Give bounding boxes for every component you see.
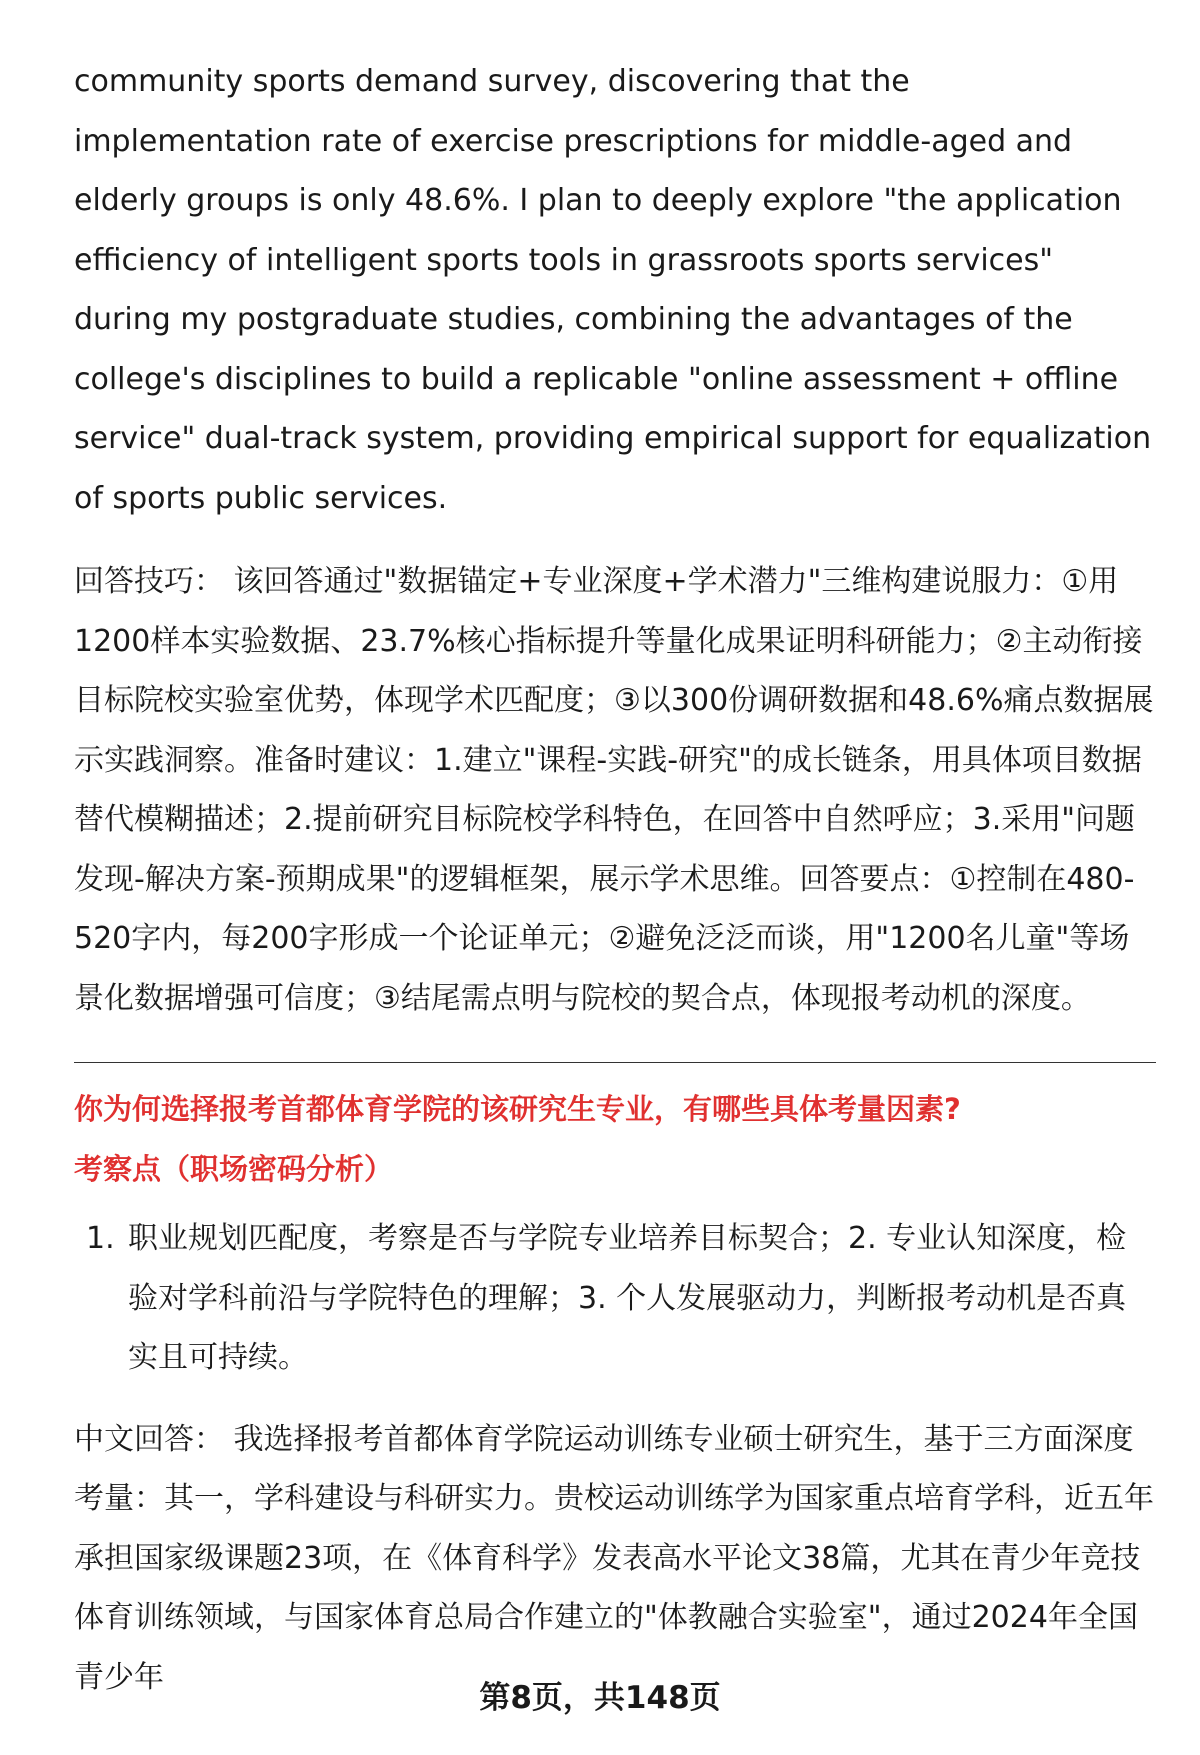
tips-paragraph: 回答技巧： 该回答通过"数据锚定+专业深度+学术潜力"三维构建说服力：①用1200样本实验数据、23.7%核心指标提升等量化成果证明科研能力；②主动衔接目标院校实验室优势，体现学术匹配度；③以300份调研数据和48.6%痛点数据展示实践洞察。准备时建议：1.建立"课程-实践-研究"的成长链条，用具体项目数据替代模糊描述；2.提前研究目标院校学科特色，在回答中自然呼应；3.采用"问题发现-解决方案-预期成果"的逻辑框架，展示学术思维。回答要点：①控制在480-520字内，每200字形成一个论证单元；②避免泛泛而谈，用"1200名儿童"等场景化数据增强可信度；③结尾需点明与院校的契合点，体现报考动机的深度。	[74, 564, 1154, 1016]
list-item-text: 职业规划匹配度，考察是否与学院专业培养目标契合；2. 专业认知深度，检验对学科前沿与学院特色的理解；3. 个人发展驱动力，判断报考动机是否真实且可持续。	[128, 1221, 1127, 1375]
page-footer: 第8页，共148页	[479, 1680, 721, 1716]
question-heading: 你为何选择报考首都体育学院的该研究生专业，有哪些具体考量因素?	[74, 1092, 961, 1126]
answer-paragraph: 中文回答： 我选择报考首都体育学院运动训练专业硕士研究生，基于三方面深度考量：其一，学科建设与科研实力。贵校运动训练学为国家重点培育学科，近五年承担国家级课题23项，在《体育科学》发表高水平论文38篇，尤其在青少年竞技体育训练领域，与国家体育总局合作建立的"体教融合实验室"，通过2024年全国青少年	[74, 1421, 1154, 1695]
list-item	[74, 1209, 1154, 1388]
list-item-number: 1.	[86, 1221, 115, 1256]
section-divider	[74, 1062, 1156, 1063]
document-body	[74, 52, 1154, 1707]
section-title: 考察点（职场密码分析）	[74, 1152, 394, 1186]
intro-paragraph: community sports demand survey, discovering that the implementation rate of exercise prescriptions for middle-aged and elderly groups is only 48.6%. I plan to deeply explore "the application efficiency of intelligent sports tools in grassroots sports services" during my postgraduate studies, combining the advantages of the college's disciplines to build a replicable "online assessment + offline service" dual-track system, providing empirical support for equalization of sports public services.	[74, 64, 1152, 516]
